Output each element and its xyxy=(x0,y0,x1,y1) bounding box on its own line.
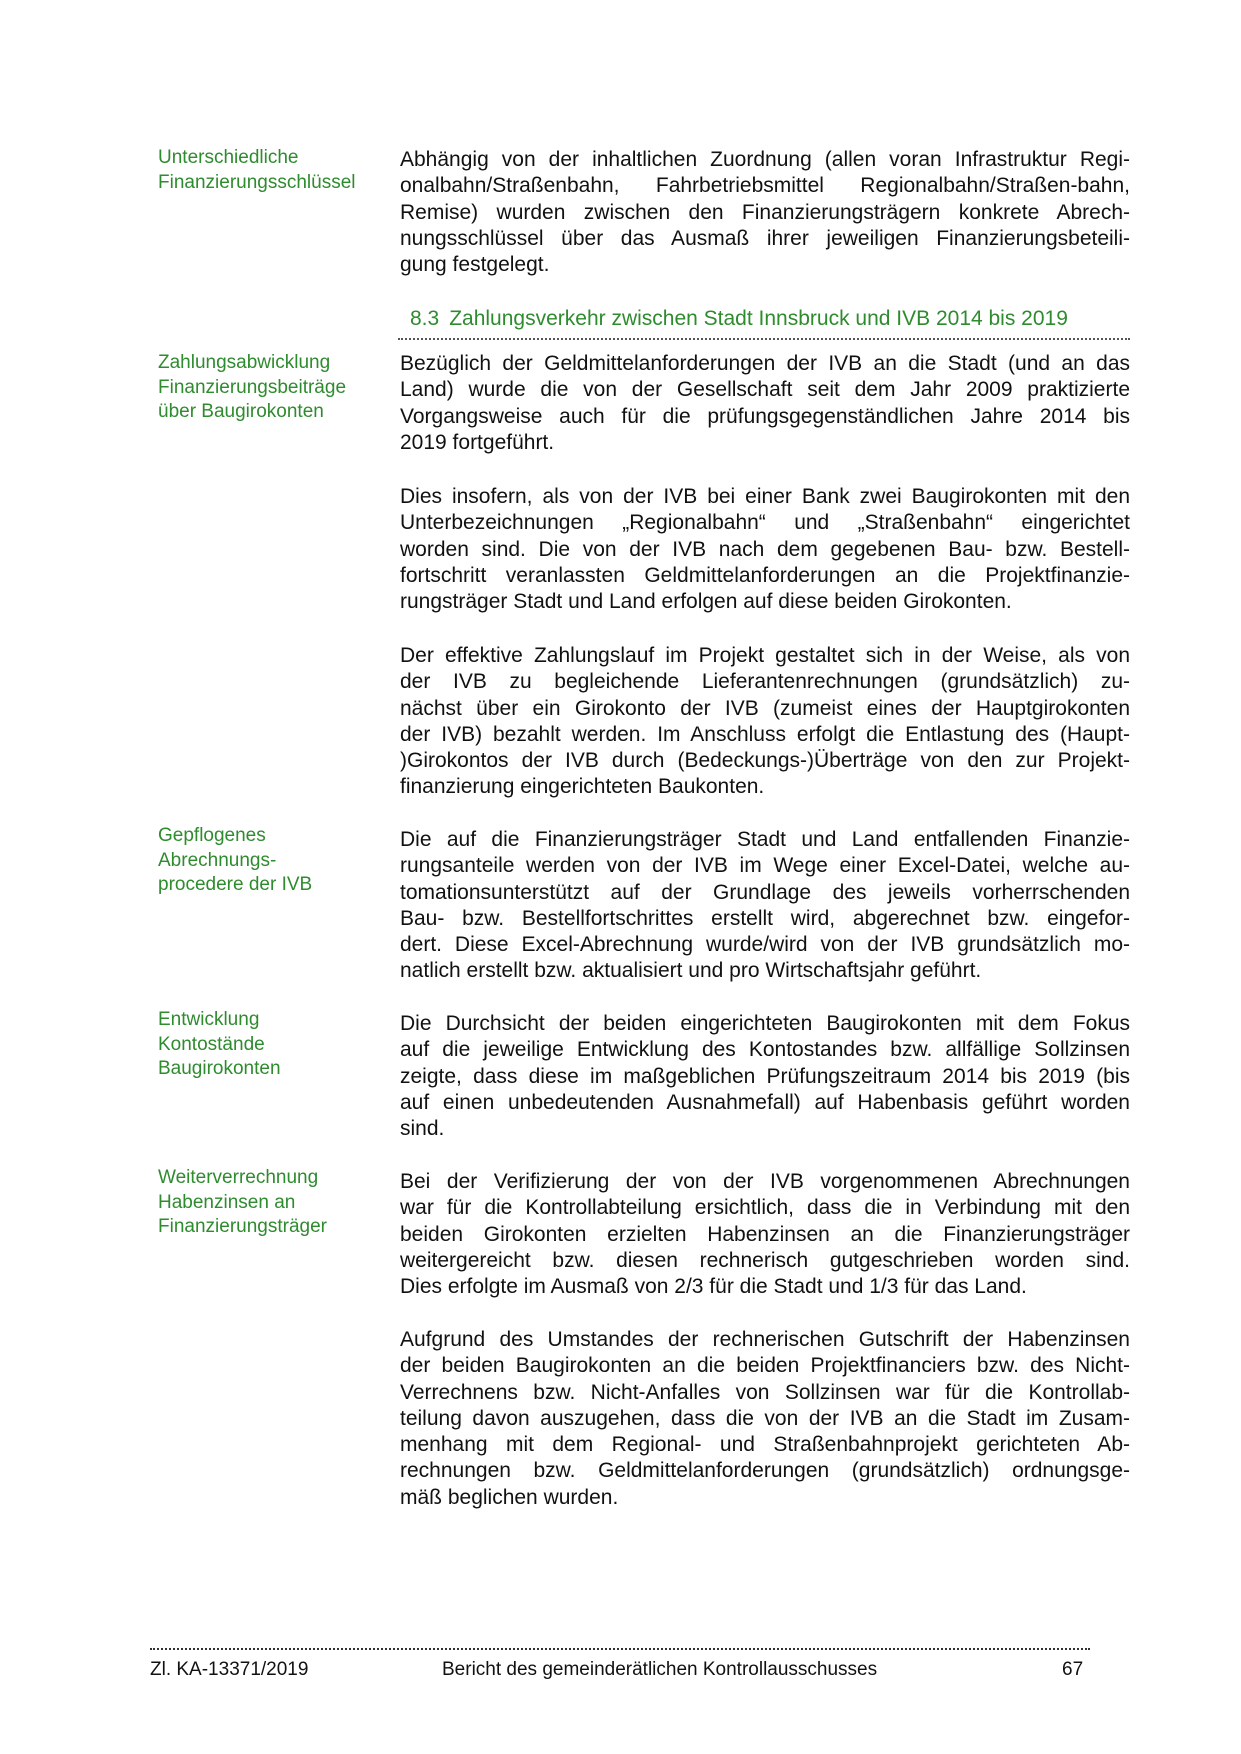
paragraph-zahlungslauf xyxy=(400,643,1130,801)
margin-note-line: Finanzierungsbeiträge xyxy=(158,376,347,398)
text-line: 2019 fortgeführt. xyxy=(400,430,555,454)
text-line: Die Durchsicht der beiden eingerichteten Baugirokonten mit dem Fokus xyxy=(400,1012,1130,1035)
margin-note-finanzierungsschluessel xyxy=(158,146,388,195)
margin-note-line: Unterschiedliche xyxy=(158,147,299,168)
text-line: rungsträger Stadt und Land erfolgen auf diese beiden Girokonten. xyxy=(400,590,1012,614)
text-line: Abhängig von der inhaltlichen Zuordnung (allen voran Infrastruktur Regi- xyxy=(400,148,1130,171)
text-line: finanzierung eingerichteten Baukonten. xyxy=(400,775,765,799)
page-number: 67 xyxy=(1062,1659,1084,1680)
text-line: Remise) wurden zwischen den Finanzierungsträgern konkrete Abrech- xyxy=(400,200,1130,224)
footer-title: Bericht des gemeinderätlichen Kontrollausschusses xyxy=(442,1659,878,1680)
section-title: Zahlungsverkehr zwischen Stadt Innsbruck und IVB 2014 bis 2019 xyxy=(449,307,1068,330)
text-line: sind. xyxy=(400,1117,445,1141)
margin-note-line: Finanzierungsträger xyxy=(158,1216,327,1237)
text-line: mäß beglichen wurden. xyxy=(400,1485,619,1509)
text-line: weitergereicht bzw. diesen rechnerisch gutgeschrieben worden sind. xyxy=(400,1248,1130,1272)
margin-note-line: Finanzierungsschlüssel xyxy=(158,171,356,193)
margin-note-line: über Baugirokonten xyxy=(158,401,324,422)
text-line: Aufgrund des Umstandes der rechnerischen Gutschrift der Habenzinsen xyxy=(400,1328,1130,1351)
margin-note-line: Entwicklung xyxy=(158,1009,260,1030)
paragraph-kontostaende xyxy=(400,1011,1130,1142)
paragraph-baugirokonten xyxy=(400,484,1130,615)
paragraph-habenzinsen xyxy=(400,1169,1130,1300)
text-line: zeigte, dass diese im maßgeblichen Prüfungszeitraum 2014 bis 2019 (bis xyxy=(400,1064,1130,1088)
margin-note-kontostaende xyxy=(158,1008,388,1082)
paragraph-geldmittelanforderungen xyxy=(400,351,1130,456)
footer-divider xyxy=(150,1648,1090,1650)
text-line: auf einen unbedeutenden Ausnahmefall) auf Habenbasis geführt worden xyxy=(400,1090,1130,1114)
margin-note-line: procedere der IVB xyxy=(158,874,313,895)
text-line: war für die Kontrollabteilung ersichtlich, dass die in Verbindung mit den xyxy=(400,1196,1130,1220)
text-line: Land) wurde die von der Gesellschaft seit dem Jahr 2009 praktizierte xyxy=(400,378,1130,402)
text-line: der IVB zu begleichende Lieferantenrechnungen (grundsätzlich) zu- xyxy=(400,670,1130,694)
margin-note-line: Abrechnungs- xyxy=(158,849,277,871)
text-line: rungsanteile werden von der IVB im Wege einer Excel-Datei, welche au- xyxy=(400,854,1130,878)
text-line: Dies insofern, als von der IVB bei einer Bank zwei Baugirokonten mit den xyxy=(400,485,1130,508)
text-line: tomationsunterstützt auf der Grundlage des jeweils vorherrschenden xyxy=(400,880,1130,904)
paragraph-excel-abrechnung xyxy=(400,827,1130,985)
text-line: der beiden Baugirokonten an die beiden Projektfinanciers bzw. des Nicht- xyxy=(400,1354,1130,1378)
text-line: Vorgangsweise auch für die prüfungsgegenständlichen Jahre 2014 bis xyxy=(400,404,1130,428)
text-line: rechnungen bzw. Geldmittelanforderungen (grundsätzlich) ordnungsge- xyxy=(400,1459,1130,1483)
paragraph-finanzierungsschluessel xyxy=(400,147,1130,278)
margin-note-line: Baugirokonten xyxy=(158,1058,281,1079)
margin-note-line: Gepflogenes xyxy=(158,825,266,846)
text-line: Die auf die Finanzierungsträger Stadt und Land entfallenden Finanzie- xyxy=(400,828,1130,851)
margin-note-line: Kontostände xyxy=(158,1033,265,1055)
text-line: menhang mit dem Regional- und Straßenbahnprojekt gerichteten Ab- xyxy=(400,1433,1130,1457)
text-line: gung festgelegt. xyxy=(400,253,550,277)
text-line: natlich erstellt bzw. aktualisiert und pro Wirtschaftsjahr geführt. xyxy=(400,959,982,983)
margin-note-zahlungsabwicklung xyxy=(158,351,388,425)
text-line: auf die jeweilige Entwicklung des Kontostandes bzw. allfällige Sollzinsen xyxy=(400,1038,1130,1062)
section-heading xyxy=(398,306,1130,340)
text-line: )Girokontos der IVB durch (Bedeckungs-)Überträge von den zur Projekt- xyxy=(400,749,1130,773)
text-line: worden sind. Die von der IVB nach dem gegebenen Bau- bzw. Bestell- xyxy=(400,537,1130,561)
text-line: Der effektive Zahlungslauf im Projekt gestaltet sich in der Weise, als von xyxy=(400,644,1130,667)
text-line: teilung davon auszugehen, dass die von der IVB an die Stadt im Zusam- xyxy=(400,1406,1130,1430)
margin-note-abrechnungsprocedere xyxy=(158,824,388,898)
text-line: Verrechnens bzw. Nicht-Anfalles von Sollzinsen war für die Kontrollab- xyxy=(400,1380,1130,1404)
text-line: beiden Girokonten erzielten Habenzinsen an die Finanzierungsträger xyxy=(400,1222,1130,1246)
margin-note-line: Habenzinsen an xyxy=(158,1191,296,1213)
text-line: dert. Diese Excel-Abrechnung wurde/wird von der IVB grundsätzlich mo- xyxy=(400,933,1130,957)
text-line: Dies erfolgte im Ausmaß von 2/3 für die Stadt und 1/3 für das Land. xyxy=(400,1275,1027,1299)
paragraph-schlussfolgerung xyxy=(400,1327,1130,1511)
margin-note-line: Zahlungsabwicklung xyxy=(158,352,331,373)
text-line: nächst über ein Girokonto der IVB (zumeist eines der Hauptgirokonten xyxy=(400,696,1130,720)
text-line: nungsschlüssel über das Ausmaß ihrer jeweiligen Finanzierungsbeteili- xyxy=(400,226,1130,250)
text-line: der IVB) bezahlt werden. Im Anschluss erfolgt die Entlastung des (Haupt- xyxy=(400,722,1130,746)
text-line: Bei der Verifizierung der von der IVB vorgenommenen Abrechnungen xyxy=(400,1170,1130,1193)
text-line: onalbahn/Straßenbahn, Fahrbetriebsmittel Regionalbahn/Straßen-bahn, xyxy=(400,174,1130,198)
margin-note-line: Weiterverrechnung xyxy=(158,1167,319,1188)
margin-note-habenzinsen xyxy=(158,1166,388,1240)
text-line: Unterbezeichnungen „Regionalbahn“ und „Straßenbahn“ eingerichtet xyxy=(400,511,1130,535)
section-number: 8.3 xyxy=(410,307,440,330)
text-line: Bezüglich der Geldmittelanforderungen der IVB an die Stadt (und an das xyxy=(400,352,1130,375)
text-line: Bau- bzw. Bestellfortschrittes erstellt wird, abgerechnet bzw. eingefor- xyxy=(400,906,1130,930)
text-line: fortschritt veranlassten Geldmittelanforderungen an die Projektfinanzie- xyxy=(400,563,1130,587)
footer-reference: Zl. KA-13371/2019 xyxy=(150,1659,309,1680)
